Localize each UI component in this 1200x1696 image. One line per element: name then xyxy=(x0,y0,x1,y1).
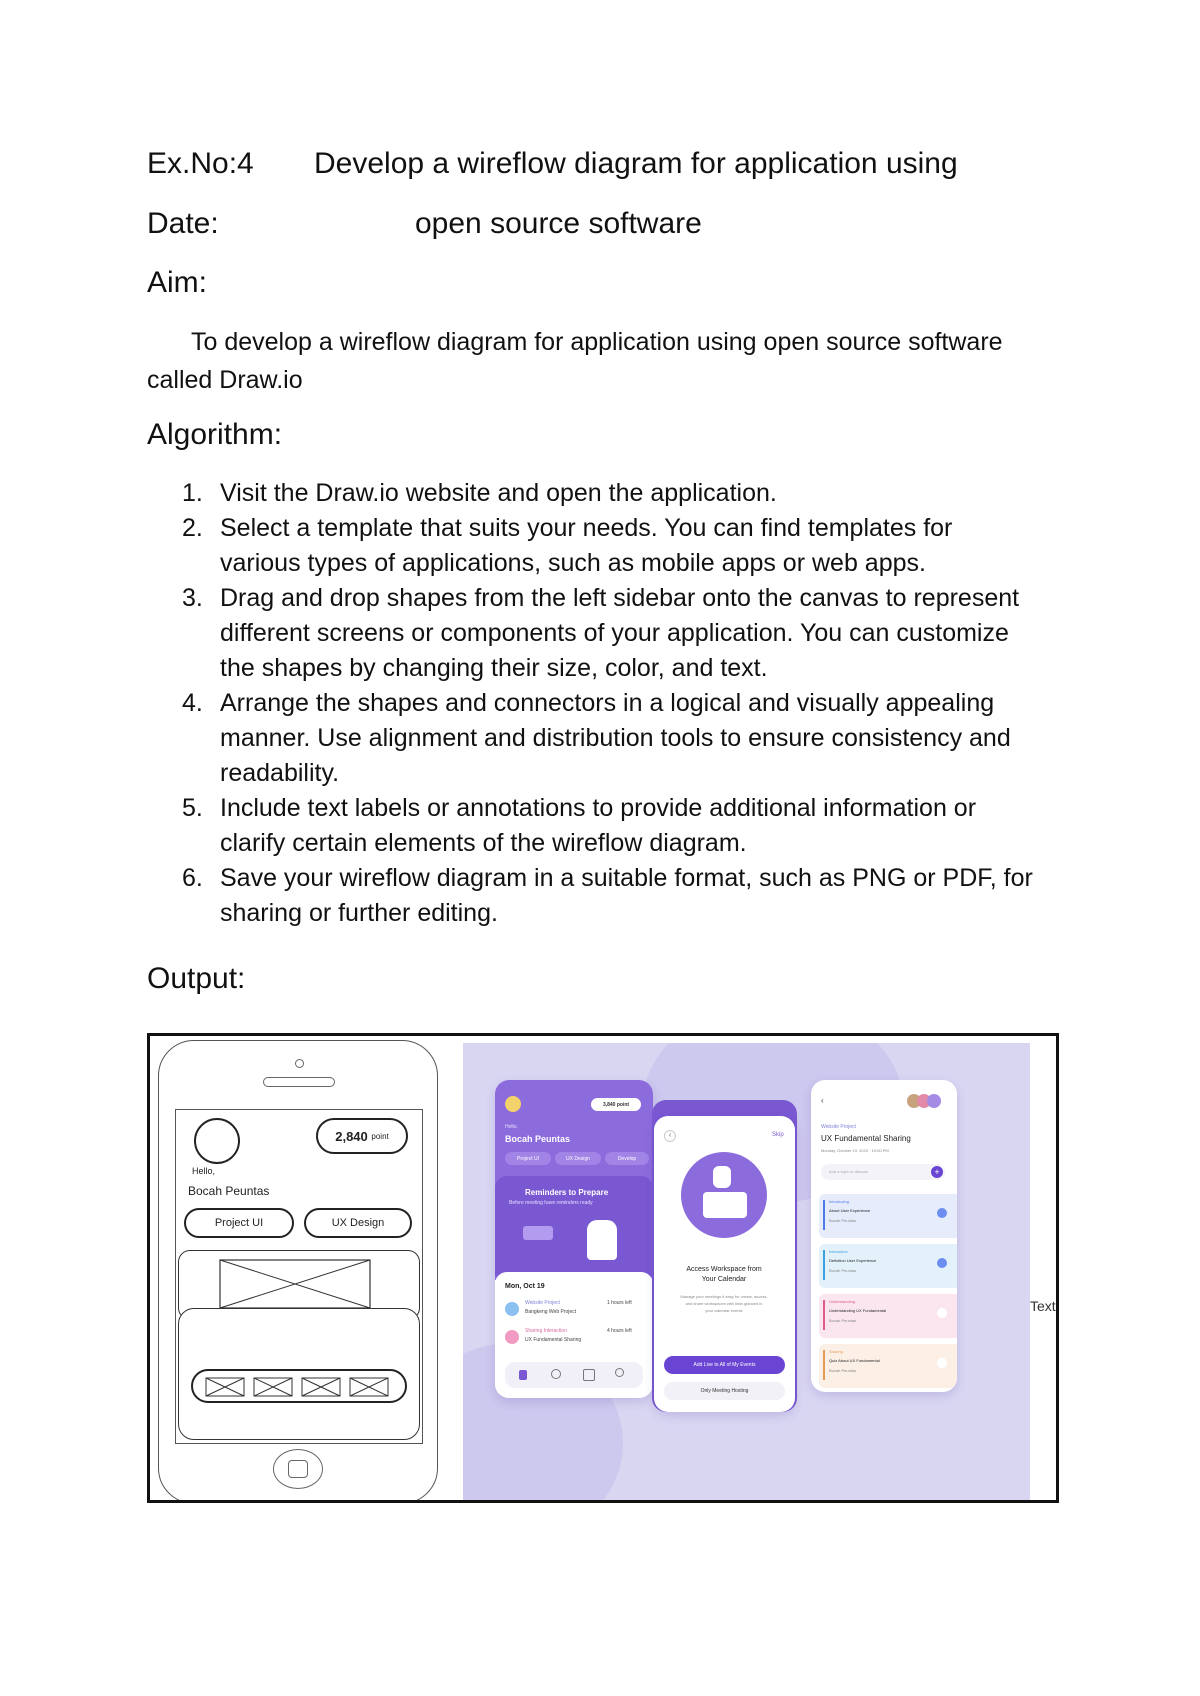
banner-title: Reminders to Prepare xyxy=(525,1188,609,1197)
check-icon xyxy=(937,1308,947,1318)
task2-title: UX Fundamental Sharing xyxy=(525,1337,582,1343)
topic-card[interactable] xyxy=(819,1344,957,1388)
only-meeting-button[interactable]: Only Meeting Hosting xyxy=(664,1382,785,1400)
wireframe-phone xyxy=(158,1040,438,1503)
check-icon xyxy=(937,1358,947,1368)
camera-icon xyxy=(295,1059,304,1068)
avatar xyxy=(194,1118,240,1164)
robot-illustration-icon xyxy=(587,1220,617,1260)
avatar xyxy=(505,1096,521,1112)
nav-placeholder-icon xyxy=(205,1377,395,1397)
output-heading: Output: xyxy=(147,962,246,995)
onboarding-screen xyxy=(654,1116,795,1412)
algorithm-steps xyxy=(170,476,1070,931)
image-placeholder-icon xyxy=(219,1259,371,1309)
topic-title: Quiz About UX Fundamental xyxy=(829,1358,880,1363)
topic-author: Bocah Peuntas xyxy=(829,1218,857,1223)
content-card xyxy=(178,1308,420,1440)
topic-input-placeholder: Add a topic to discuss xyxy=(829,1169,868,1174)
task1-title: Bangkeng Web Project xyxy=(525,1309,577,1315)
bottom-nav-bar xyxy=(191,1369,407,1403)
meeting-detail-screen xyxy=(811,1080,957,1392)
robot-icon xyxy=(713,1166,731,1188)
algorithm-step: 6. Save your wireflow diagram in a suitable format, such as PNG or PDF, for sharing or further editing. xyxy=(182,864,1033,927)
greeting-text: Hello, xyxy=(505,1124,518,1130)
profile-icon[interactable] xyxy=(615,1368,624,1377)
project-ui-chip[interactable]: Project UI xyxy=(184,1208,294,1238)
document-title-line2: open source software xyxy=(415,207,702,240)
screen-illustration-icon xyxy=(523,1226,553,1240)
topic-accent xyxy=(823,1250,825,1280)
app-mockup xyxy=(463,1043,1030,1500)
topic-tag: Interaction xyxy=(829,1249,848,1254)
add-live-button[interactable]: Add Live to All of My Events xyxy=(664,1356,785,1374)
calendar-illustration-icon xyxy=(681,1152,767,1238)
task1-label: Website Project xyxy=(525,1300,560,1306)
topic-input[interactable] xyxy=(821,1164,945,1180)
topic-accent xyxy=(823,1300,825,1330)
aim-text xyxy=(147,323,1067,399)
points-badge: 3,840 point xyxy=(591,1098,641,1111)
chip-project[interactable]: Project UI xyxy=(505,1152,551,1165)
topic-accent xyxy=(823,1350,825,1380)
add-icon[interactable]: + xyxy=(931,1166,943,1178)
task-icon xyxy=(505,1302,519,1316)
project-label: Website Project xyxy=(821,1124,856,1130)
home-button[interactable] xyxy=(273,1449,323,1489)
topic-tag: Sharing xyxy=(829,1349,843,1354)
onboarding-desc-line3: your calendar events xyxy=(705,1308,743,1313)
algorithm-heading: Algorithm: xyxy=(147,418,283,451)
calendar-card-icon xyxy=(703,1192,747,1218)
banner-subtitle: Before meeting have reminders ready xyxy=(509,1200,593,1206)
onboarding-desc-line2: and share workspaces with links glanced in xyxy=(685,1301,763,1306)
ux-design-chip[interactable]: UX Design xyxy=(304,1208,412,1238)
topic-author: Bocah Peuntas xyxy=(829,1318,857,1323)
skip-link[interactable]: Skip xyxy=(772,1132,784,1138)
algorithm-step: 3. Drag and drop shapes from the left sidebar onto the canvas to represent different screens or components of your application. You can customize the shapes by changing their size, color, and text. xyxy=(182,584,1020,682)
topic-title: About User Experience xyxy=(829,1208,871,1213)
search-icon[interactable] xyxy=(551,1369,561,1379)
topic-title: Definition User Experience xyxy=(829,1258,877,1263)
algorithm-step: 5. Include text labels or annotations to provide additional information or clarify certain elements of the wireflow diagram. xyxy=(182,794,977,857)
task1-time: 1 hours left xyxy=(607,1300,632,1306)
schedule-date: Mon, Oct 19 xyxy=(505,1283,545,1290)
back-icon[interactable]: ‹ xyxy=(821,1096,824,1105)
topic-author: Bocah Peuntas xyxy=(829,1268,857,1273)
topic-author: Bocah Peuntas xyxy=(829,1368,857,1373)
topic-title: Understanding UX Fundamental xyxy=(829,1308,887,1313)
user-name: Bocah Peuntas xyxy=(188,1184,270,1198)
topic-card[interactable] xyxy=(819,1294,957,1338)
topic-card[interactable] xyxy=(819,1194,957,1238)
algorithm-step: 4. Arrange the shapes and connectors in a logical and visually appealing manner. Use alignment and distribution tools to ensure consistency and readability. xyxy=(182,689,1011,787)
task-icon xyxy=(505,1330,519,1344)
user-name: Bocah Peuntas xyxy=(505,1134,571,1144)
check-icon xyxy=(937,1258,947,1268)
algorithm-step: 1. Visit the Draw.io website and open the application. xyxy=(182,479,777,507)
meeting-title: UX Fundamental Sharing xyxy=(821,1134,911,1143)
exercise-number: Ex.No:4 xyxy=(147,147,254,180)
chip-develop[interactable]: Develop xyxy=(605,1152,649,1165)
home-square-icon xyxy=(288,1460,308,1478)
points-badge: 2,840 point xyxy=(316,1118,408,1154)
side-text-label: Text xyxy=(1030,1298,1056,1314)
speaker-icon xyxy=(263,1077,335,1087)
back-icon[interactable]: ‹ xyxy=(664,1130,676,1142)
avatar xyxy=(927,1094,941,1108)
task2-time: 4 hours left xyxy=(607,1328,632,1334)
topic-tag: Introducing xyxy=(829,1199,849,1204)
bottom-nav xyxy=(505,1362,643,1388)
meeting-datetime: Monday, October 19, 2020 · 10:00 PM xyxy=(821,1148,889,1153)
output-figure xyxy=(147,1033,1059,1503)
home-screen xyxy=(495,1080,653,1398)
home-nav-icon[interactable] xyxy=(519,1370,527,1380)
onboarding-desc-line1: Manage your meetings it easy for create, access, xyxy=(680,1294,768,1299)
greeting-text: Hello, xyxy=(192,1166,216,1176)
date-label: Date: xyxy=(147,207,219,240)
topic-accent xyxy=(823,1200,825,1230)
onboarding-title-line2: Your Calendar xyxy=(701,1276,747,1283)
topic-tag: Understanding xyxy=(829,1299,856,1304)
aim-text-line1: To develop a wireflow diagram for application using open source software xyxy=(191,328,1003,356)
aim-heading: Aim: xyxy=(147,266,207,299)
algorithm-step: 2. Select a template that suits your needs. You can find templates for various types of applications, such as mobile apps or web apps. xyxy=(182,514,953,577)
wireframe-screen xyxy=(175,1109,423,1444)
check-icon xyxy=(937,1208,947,1218)
document-title-line1: Develop a wireflow diagram for application using xyxy=(314,147,958,180)
topic-card[interactable] xyxy=(819,1244,957,1288)
chip-design[interactable]: UX Design xyxy=(555,1152,601,1165)
calendar-icon[interactable] xyxy=(583,1369,595,1381)
task2-label: Sharing Interaction xyxy=(525,1328,567,1334)
aim-text-line2: called Draw.io xyxy=(147,366,303,394)
onboarding-title-line1: Access Workspace from xyxy=(686,1266,762,1273)
